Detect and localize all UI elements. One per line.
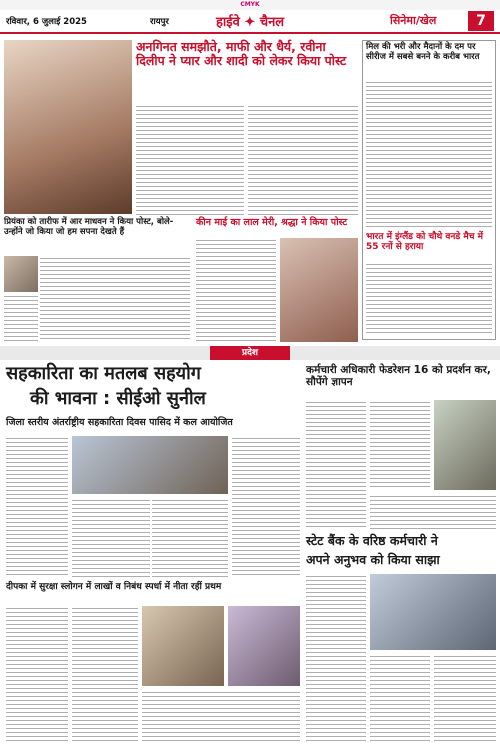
pradesh-label: प्रदेश	[210, 346, 290, 360]
deepika-photo-2	[228, 606, 300, 686]
sahkarita-headline-2: की भावना : सीईओ सुनील	[30, 388, 206, 409]
federation-body-3	[370, 494, 496, 530]
kiara-photo	[280, 238, 358, 342]
priyanka-headline: प्रियंका को तारीफ में आर माधवन ने किया पोस्ट, बोले- उन्होंने जो किया जो हम सपना देखते हैं	[4, 217, 174, 237]
main-headline: अनगिनत समझौते, माफी और धैर्य, रवीना दिलीप ने प्यार और शादी को लेकर किया पोस्ट	[136, 39, 347, 69]
sahkarita-body-2	[72, 498, 150, 578]
deepika-body-3	[142, 690, 300, 743]
section-right-title: सिनेमा/खेल	[390, 14, 437, 27]
cricket-sub-body	[366, 262, 492, 336]
sbi-body-2	[370, 654, 430, 743]
sahkarita-body-3	[152, 498, 228, 578]
cricket-body	[366, 80, 492, 230]
deepika-headline: दीपका में सुरक्षा स्लोगन में लाखों व निबंध स्पर्धा में नीता रहीं प्रथम	[6, 582, 222, 592]
section-title: हाईवे ✦ चैनल	[216, 15, 285, 30]
sahkarita-photo	[72, 436, 228, 494]
priyanka-body	[40, 256, 190, 342]
sahkarita-headline-1: सहकारिता का मतलब सहयोग	[6, 363, 201, 384]
actress-photo	[4, 40, 132, 214]
sahkarita-body-1	[6, 436, 68, 578]
sbi-photo	[370, 574, 496, 650]
federation-photo	[434, 400, 496, 490]
deepika-body-1	[6, 606, 68, 743]
main-story-body-col2	[248, 104, 358, 216]
masthead	[0, 10, 500, 34]
sbi-headline-2: अपने अनुभव को किया साझा	[306, 552, 440, 567]
sahkarita-body-4	[232, 436, 300, 578]
cricket-headline: मिल की भरी और मैदानों के दम पर सीरीज में सबसे बनने के करीब भारत	[366, 42, 480, 62]
edition-city: रायपुर	[150, 17, 169, 27]
kiara-body	[196, 238, 276, 342]
edition-date: रविवार, 6 जुलाई 2025	[6, 17, 87, 27]
cricket-subheadline: भारत में इंग्लैंड को चौथे वनडे मैच में 55 रनों से हराया	[366, 232, 483, 253]
federation-body-2	[370, 400, 430, 490]
main-story-body	[136, 104, 244, 216]
sbi-body-3	[434, 654, 496, 743]
sbi-headline-1: स्टेट बैंक के वरिष्ठ कर्मचारी ने	[306, 533, 438, 548]
priyanka-body-lower	[4, 294, 38, 342]
federation-body-1	[306, 400, 366, 530]
federation-headline: कर्मचारी अधिकारी फेडरेशन 16 को प्रदर्शन कर, सौपेंगे ज्ञापन	[306, 364, 491, 389]
sahkarita-subhead: जिला स्तरीय अंतर्राष्ट्रीय सहकारिता दिवस पासिद में कल आयोजित	[6, 417, 233, 428]
page-number: 7	[468, 11, 494, 31]
kiara-headline: कीन माई का लाल मेरी, श्रद्धा ने किया पोस्ट	[196, 217, 348, 228]
deepika-photo	[142, 606, 224, 686]
priyanka-photo	[4, 256, 38, 292]
deepika-body-2	[72, 606, 138, 743]
print-registration-strip: CMYK	[0, 0, 500, 10]
sbi-body-1	[306, 574, 366, 743]
